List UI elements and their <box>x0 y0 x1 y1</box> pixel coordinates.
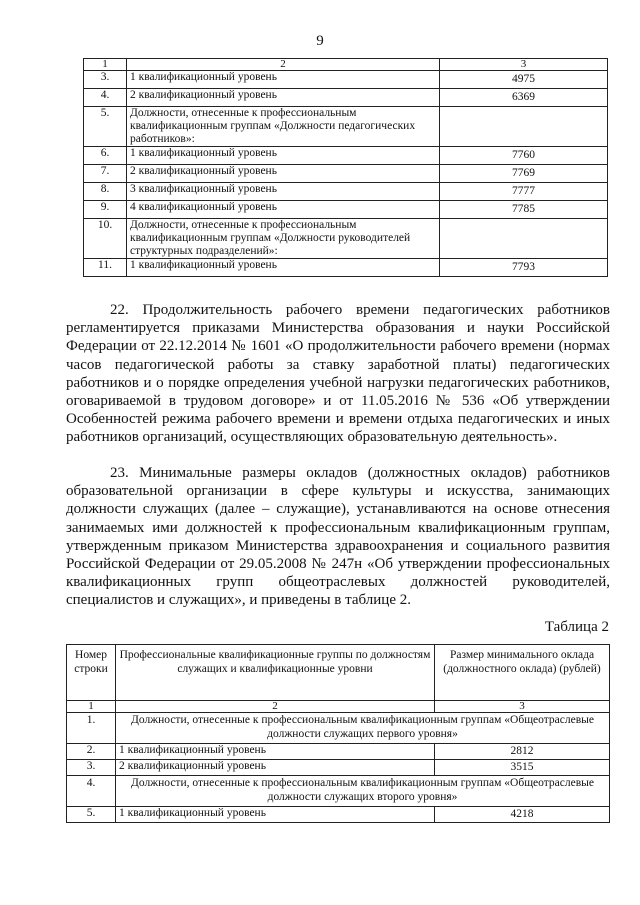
table-row <box>67 807 610 823</box>
paragraph-22 <box>66 301 610 447</box>
row-number: 10. <box>84 219 127 259</box>
row-value <box>440 219 608 259</box>
row-number: 9. <box>84 201 127 219</box>
row-number: 5. <box>84 107 127 147</box>
row-number: 11. <box>84 259 127 277</box>
group-heading: Должности, отнесенные к профессиональным квалификационным группам «Общеотраслевые должности служащих первого уровня» <box>116 713 610 744</box>
row-value: 6369 <box>440 89 608 107</box>
col-number: 2 <box>127 59 440 71</box>
table-row <box>84 201 608 219</box>
row-value: 3515 <box>435 760 610 776</box>
table-row <box>84 147 608 165</box>
row-value: 7760 <box>440 147 608 165</box>
paragraph-text: 22. Продолжительность рабочего времени педагогических работников регламентируется приказами Министерства образования и науки Российской Федерации от 22.12.2014 № 1601 «О продолжительности рабочего времени (нормах часов педагогической работы за ставку заработной платы) педагогических работников и о порядке определения учебной нагрузки педагогических работников, оговариваемой в трудовом договоре» и от 11.05.2016 № 536 «Об утверждении Особенностей режима рабочего времени и времени отдыха педагогических и иных работников организаций, осуществляющих образовательную деятельность». <box>66 302 610 446</box>
row-number: 1. <box>67 713 116 744</box>
row-value: 7769 <box>440 165 608 183</box>
table-row <box>67 744 610 760</box>
row-name: 3 квалификационный уровень <box>127 183 440 201</box>
page-number: 9 <box>316 33 324 49</box>
table-row <box>84 71 608 89</box>
row-name: Должности, отнесенные к профессиональным квалификационным группам «Должности педагогических работников»: <box>127 107 440 147</box>
col-number: 3 <box>440 59 608 71</box>
table-caption: Таблица 2 <box>544 619 609 635</box>
table-row <box>84 183 608 201</box>
row-name: 1 квалификационный уровень <box>127 71 440 89</box>
row-name: 2 квалификационный уровень <box>127 165 440 183</box>
header-cell: Номер строки <box>67 645 116 701</box>
table-row <box>84 107 608 147</box>
header-cell: Размер минимального оклада (должностного оклада) (рублей) <box>435 645 610 701</box>
row-name: 4 квалификационный уровень <box>127 201 440 219</box>
row-number: 3. <box>67 760 116 776</box>
table-row <box>84 89 608 107</box>
row-value: 4218 <box>435 807 610 823</box>
table-row <box>67 760 610 776</box>
col-number: 2 <box>116 701 435 713</box>
column-number-row <box>84 59 608 71</box>
row-name: 1 квалификационный уровень <box>127 259 440 277</box>
header-cell: Профессиональные квалификационные группы по должностям служащих и квалификационные уровни <box>116 645 435 701</box>
row-value: 7777 <box>440 183 608 201</box>
table-row <box>67 776 610 807</box>
table-row <box>84 219 608 259</box>
paragraph-text: 23. Минимальные размеры окладов (должностных окладов) работников образовательной организации в сфере культуры и искусства, занимающих должности служащих (далее – служащие), устанавливаются на основе отнесения занимаемых ими должностей к профессиональным квалификационным группам, утвержденным приказом Министерства здравоохранения и социального развития Российской Федерации от 29.05.2008 № 247н «Об утверждении профессиональных квалификационных групп общеотраслевых должностей руководителей, специалистов и служащих», и приведены в таблице 2. <box>66 465 610 609</box>
row-number: 8. <box>84 183 127 201</box>
row-number: 4. <box>84 89 127 107</box>
col-number: 1 <box>67 701 116 713</box>
salary-table-continued <box>83 58 608 277</box>
row-name: 1 квалификационный уровень <box>127 147 440 165</box>
col-number: 3 <box>435 701 610 713</box>
row-number: 3. <box>84 71 127 89</box>
row-number: 7. <box>84 165 127 183</box>
row-name: 2 квалификационный уровень <box>116 760 435 776</box>
table-row <box>84 259 608 277</box>
row-value: 2812 <box>435 744 610 760</box>
table-row <box>84 165 608 183</box>
salary-table-2 <box>66 644 610 823</box>
col-number: 1 <box>84 59 127 71</box>
row-value: 7793 <box>440 259 608 277</box>
row-name: 2 квалификационный уровень <box>127 89 440 107</box>
group-heading: Должности, отнесенные к профессиональным квалификационным группам «Общеотраслевые должности служащих второго уровня» <box>116 776 610 807</box>
row-name: 1 квалификационный уровень <box>116 807 435 823</box>
paragraph-23 <box>66 464 610 610</box>
column-number-row <box>67 701 610 713</box>
table-header-row <box>67 645 610 701</box>
row-number: 6. <box>84 147 127 165</box>
row-number: 2. <box>67 744 116 760</box>
table-row <box>67 713 610 744</box>
row-number: 4. <box>67 776 116 807</box>
row-value <box>440 107 608 147</box>
row-name: Должности, отнесенные к профессиональным квалификационным группам «Должности руководителей структурных подразделений»: <box>127 219 440 259</box>
row-value: 7785 <box>440 201 608 219</box>
row-value: 4975 <box>440 71 608 89</box>
row-name: 1 квалификационный уровень <box>116 744 435 760</box>
row-number: 5. <box>67 807 116 823</box>
